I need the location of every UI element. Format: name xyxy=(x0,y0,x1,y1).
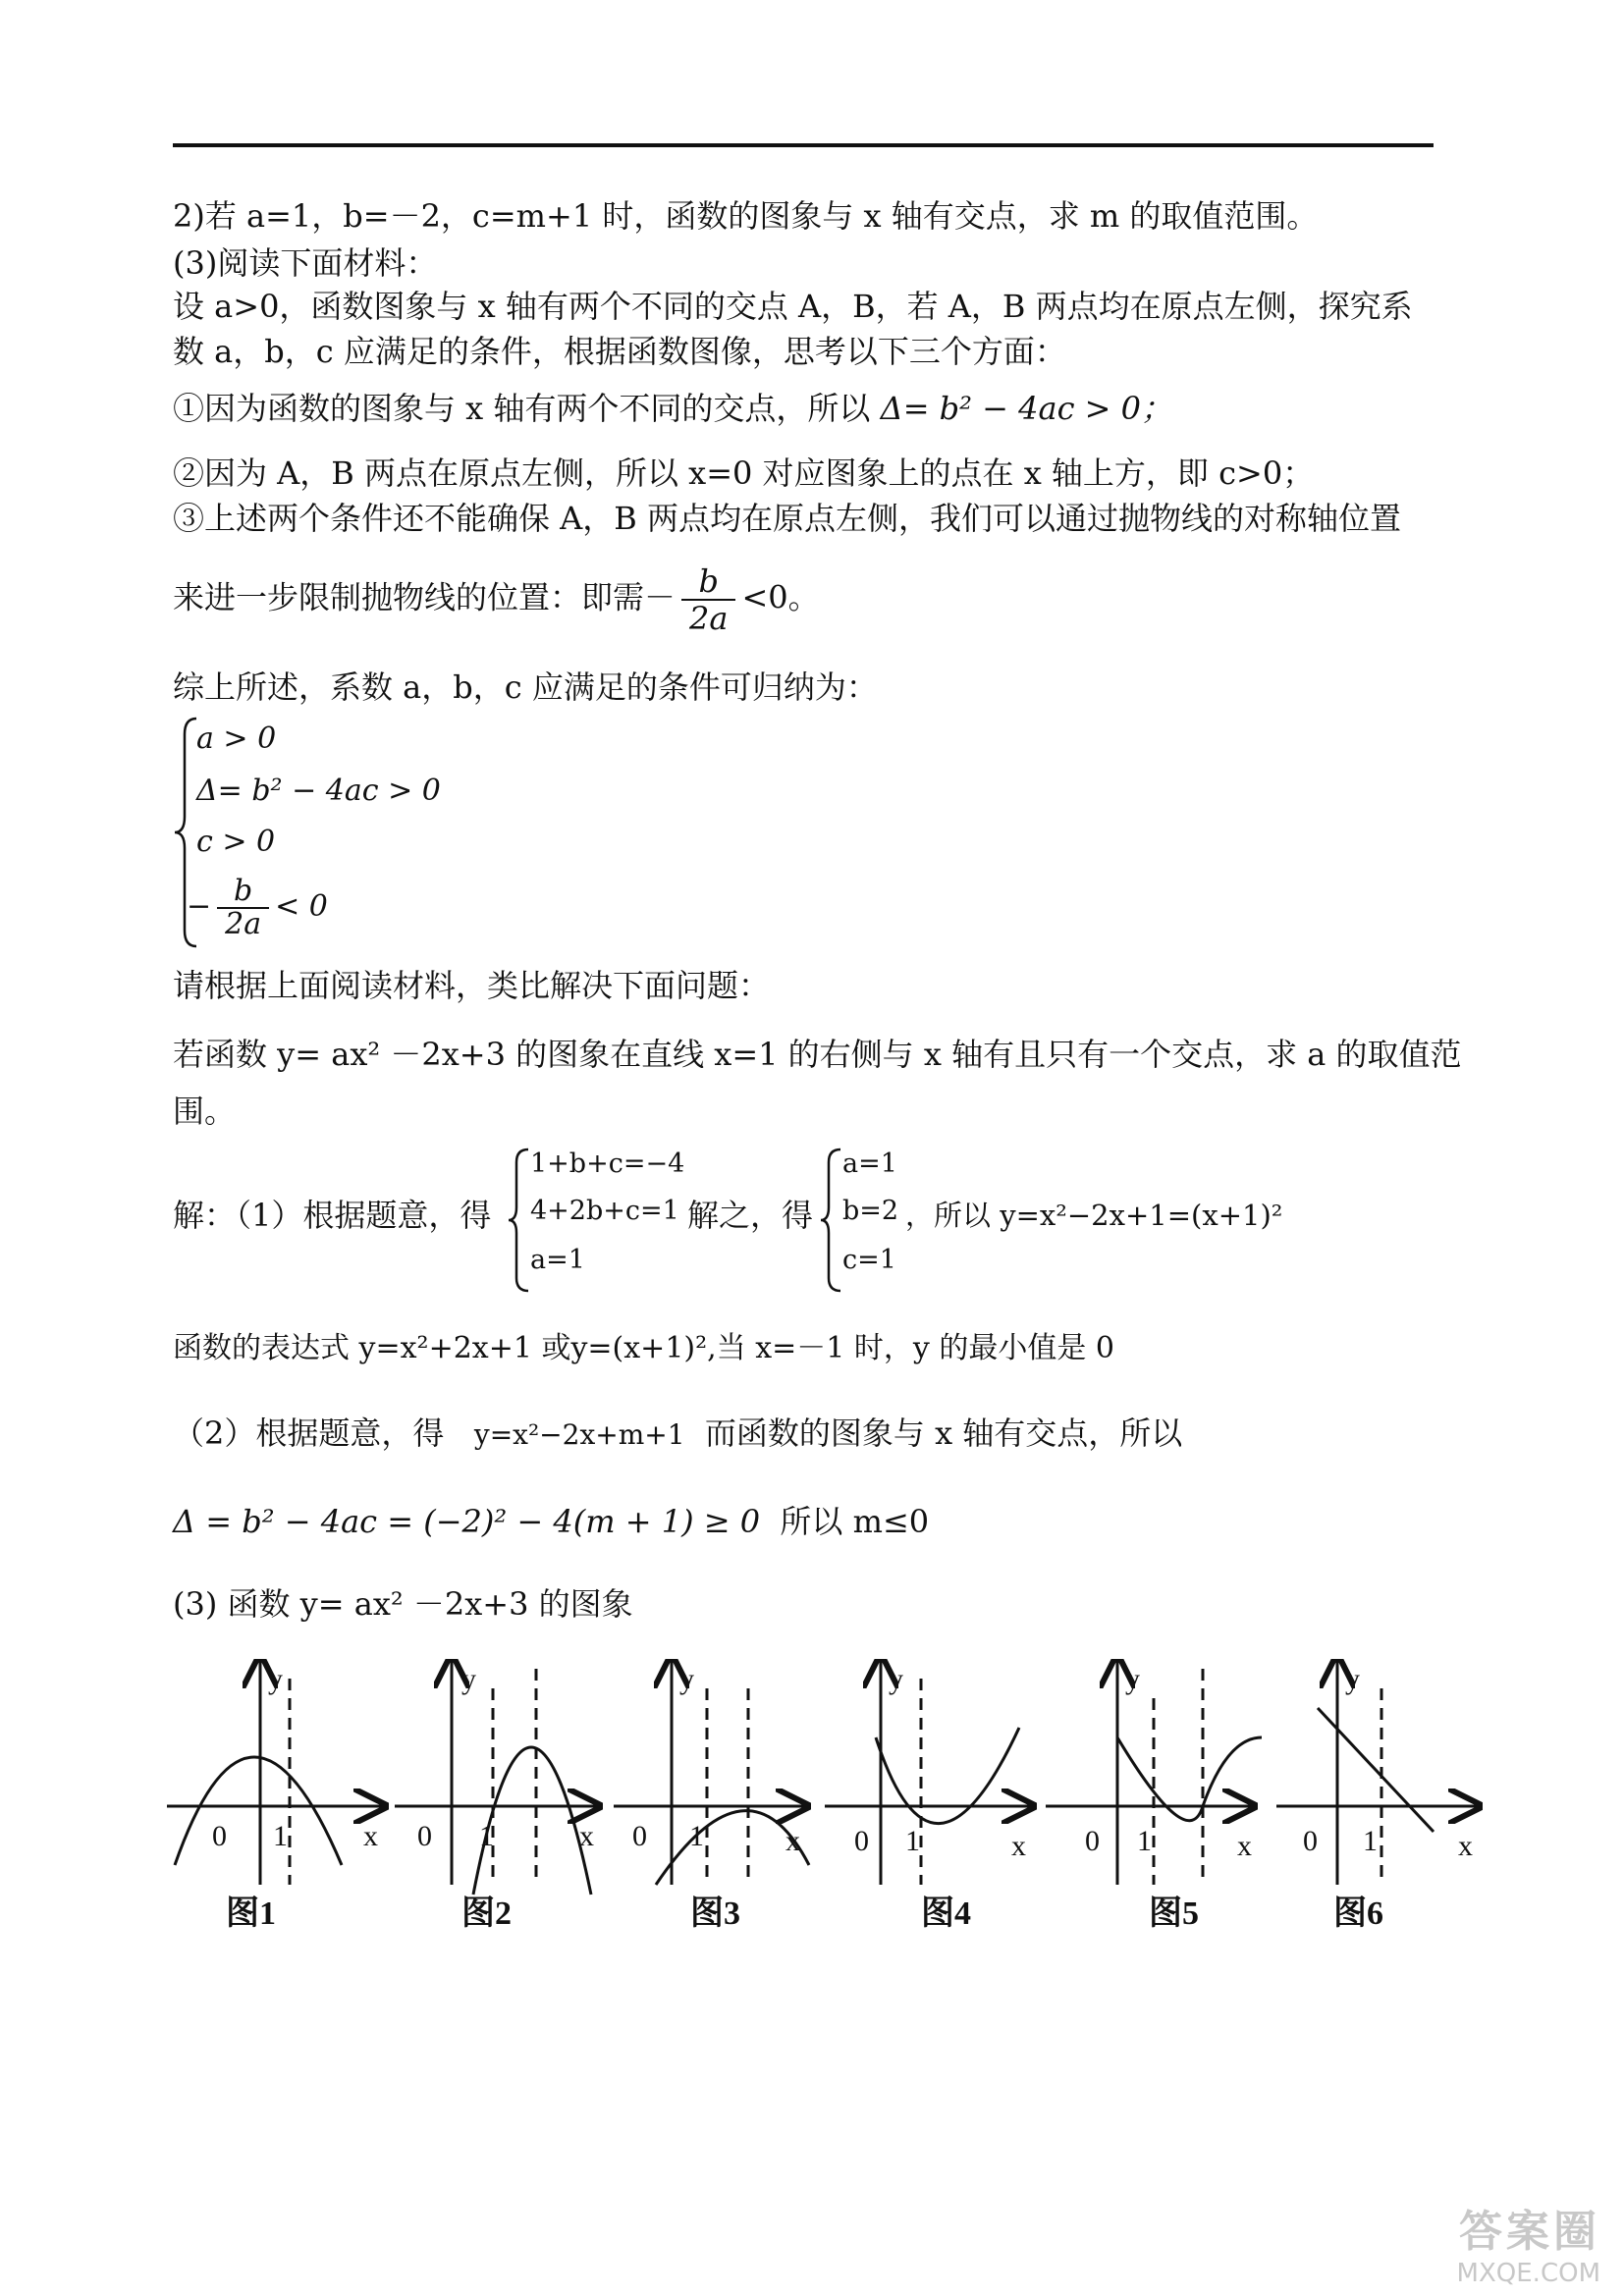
figure-1-origin: 0 xyxy=(212,1820,227,1852)
figure-4-caption: 图4 xyxy=(921,1896,971,1932)
figure-6-x-label: x xyxy=(1458,1830,1473,1862)
condition-1 xyxy=(173,389,1172,428)
figure-6-y-label: y xyxy=(1345,1663,1360,1695)
solution-system-2-line-2: b=2 xyxy=(842,1196,899,1226)
question-3-title: (3)阅读下面材料： xyxy=(173,244,438,282)
solution-2-delta: Δ = b² − 4ac = (−2)² − 4(m + 1) ≥ 0 xyxy=(173,1503,761,1540)
figure-2-graph xyxy=(395,1659,597,1895)
figure-1-x-label: x xyxy=(363,1820,378,1852)
solution-middle: 解之，得 xyxy=(687,1197,814,1234)
figure-1-one: 1 xyxy=(273,1820,288,1852)
problem-line-1: 若函数 y= ax² －2x+3 的图象在直线 x=1 的右侧与 x 轴有且只有一个交点，求 a 的取值范 xyxy=(173,1036,1462,1073)
solution-system-2-line-1: a=1 xyxy=(842,1148,897,1179)
figure-3-origin: 0 xyxy=(632,1820,647,1852)
problem-line-2: 围。 xyxy=(173,1093,237,1130)
watermark xyxy=(1457,2196,1600,2288)
intro-line-2: 数 a，b，c 应满足的条件，根据函数图像，思考以下三个方面： xyxy=(173,333,1066,370)
figure-5-caption: 图5 xyxy=(1149,1896,1199,1932)
figure-2-caption: 图2 xyxy=(461,1896,512,1932)
solution-2-text: （2）根据题意，得 xyxy=(173,1415,445,1452)
figure-2-y-label: y xyxy=(461,1663,476,1695)
figure-4-y-label: y xyxy=(889,1663,903,1695)
solution-system-2-line-3: c=1 xyxy=(842,1245,896,1275)
condition-1-math: Δ= b² − 4ac > 0； xyxy=(880,390,1173,427)
figure-6-one: 1 xyxy=(1363,1825,1378,1857)
system-line-1: a > 0 xyxy=(196,721,277,756)
system-minus: − xyxy=(187,889,212,924)
system-fraction-denominator: 2a xyxy=(225,907,262,941)
figure-1-caption: 图1 xyxy=(226,1896,276,1932)
figure-5-one: 1 xyxy=(1137,1825,1152,1857)
solution-2-delta-line xyxy=(173,1502,929,1541)
solution-3-line: (3) 函数 y= ax² －2x+3 的图象 xyxy=(173,1585,633,1623)
condition-3b-tail: <0。 xyxy=(741,578,820,616)
watermark-logo: 答案圈 xyxy=(1459,2207,1600,2257)
solution-system-1-line-3: a=1 xyxy=(530,1245,585,1275)
figure-2-x-label: x xyxy=(579,1820,594,1852)
solution-1-expression: 函数的表达式 y=x²+2x+1 或y=(x+1)²,当 x=－1 时，y 的最小值是 0 xyxy=(173,1331,1114,1365)
condition-2: ②因为 A，B 两点在原点左侧，所以 x=0 对应图象上的点在 x 轴上方，即 c>0； xyxy=(173,454,1315,492)
condition-3b-text: 来进一步限制抛物线的位置：即需－ xyxy=(173,578,677,616)
parabola-figures xyxy=(167,1659,1483,1934)
figure-5-graph xyxy=(1046,1659,1262,1885)
figure-2-origin: 0 xyxy=(417,1820,432,1852)
intro-line-1: 设 a>0，函数图象与 x 轴有两个不同的交点 A，B，若 A，B 两点均在原点左侧，探究系 xyxy=(173,288,1413,325)
header-rule xyxy=(173,143,1434,147)
solution-system-1-line-2: 4+2b+c=1 xyxy=(530,1196,679,1226)
condition-3: ③上述两个条件还不能确保 A，B 两点均在原点左侧，我们可以通过抛物线的对称轴位置 xyxy=(173,500,1401,537)
figure-4-origin: 0 xyxy=(854,1825,869,1857)
system-fraction-numerator: b xyxy=(217,876,269,909)
system-line-4 xyxy=(187,876,328,940)
solution-2-tail: 而函数的图象与 x 轴有交点，所以 xyxy=(704,1415,1183,1452)
condition-3b xyxy=(173,563,820,636)
summary-line: 综上所述，系数 a，b，c 应满足的条件可归纳为： xyxy=(173,668,878,706)
fraction-numerator: b xyxy=(681,563,735,601)
watermark-url: MXQE.COM xyxy=(1456,2259,1600,2288)
figure-6-caption: 图6 xyxy=(1333,1896,1383,1932)
figure-4-x-label: x xyxy=(1011,1830,1026,1862)
figure-5-origin: 0 xyxy=(1085,1825,1100,1857)
solution-2-result: 所以 m≤0 xyxy=(780,1503,930,1540)
condition-1-text: ①因为函数的图象与 x 轴有两个不同的交点，所以 xyxy=(173,390,871,427)
fraction-denominator: 2a xyxy=(689,600,729,637)
solution-1-intro: 解：（1）根据题意，得 xyxy=(173,1197,492,1234)
figure-3-x-label: x xyxy=(785,1825,800,1857)
figure-5-x-label: x xyxy=(1237,1830,1252,1862)
figure-4-one: 1 xyxy=(905,1825,920,1857)
solution-2-line xyxy=(173,1414,1182,1455)
figure-3-caption: 图3 xyxy=(690,1896,740,1932)
figure-2-one: 1 xyxy=(479,1820,494,1852)
figure-5-y-label: y xyxy=(1125,1663,1140,1695)
figure-3-one: 1 xyxy=(689,1820,704,1852)
system-line-2: Δ= b² − 4ac > 0 xyxy=(196,774,441,808)
solution-system-1-line-1: 1+b+c=−4 xyxy=(530,1148,685,1179)
solution-brace-2 xyxy=(819,1147,844,1294)
figure-1-y-label: y xyxy=(268,1663,283,1695)
prompt-line: 请根据上面阅读材料，类比解决下面问题： xyxy=(173,967,771,1004)
system-fraction xyxy=(217,876,269,940)
axis-fraction xyxy=(681,563,735,636)
figure-6-origin: 0 xyxy=(1303,1825,1318,1857)
solution-brace-1 xyxy=(507,1147,532,1294)
solution-1-tail: ，所以 y=x²−2x+1=(x+1)² xyxy=(905,1199,1283,1232)
question-2: 2)若 a=1，b=－2，c=m+1 时，函数的图象与 x 轴有交点，求 m 的取值范围。 xyxy=(173,197,1319,235)
system-line-3: c > 0 xyxy=(196,825,276,859)
system-line-4-tail: < 0 xyxy=(275,889,328,924)
solution-2-equation: y=x²−2x+m+1 xyxy=(473,1418,685,1451)
figure-3-y-label: y xyxy=(679,1663,694,1695)
